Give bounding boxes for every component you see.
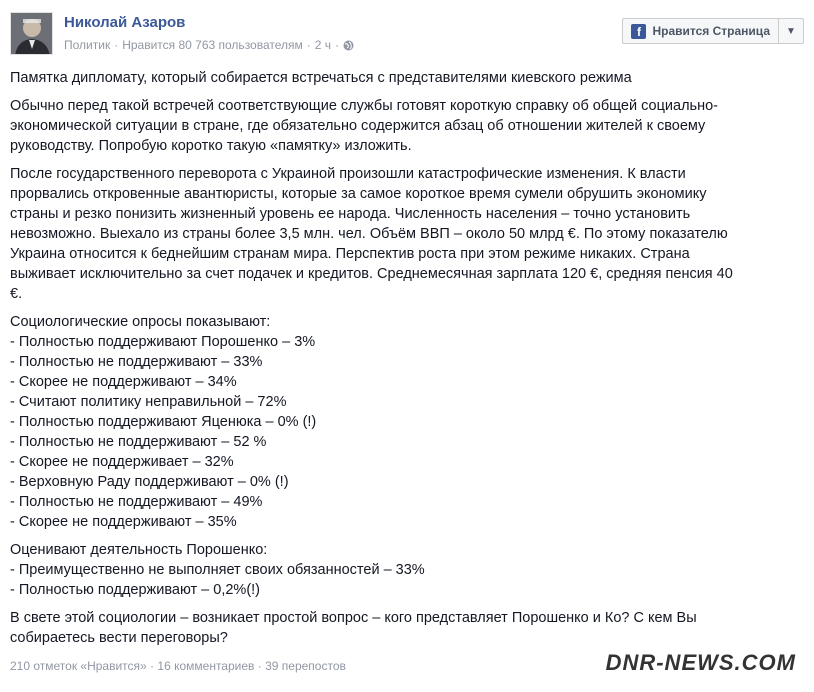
- text-line: собираетесь вести переговоры?: [10, 630, 228, 646]
- assessment-item: - Полностью поддерживают – 0,2%(!): [10, 582, 261, 598]
- text-line: невозможно. Выехало из страны более 3,5 млн. чел. Объём ВВП – около 50 млрд €. По этому показателю: [10, 226, 728, 242]
- separator-dot: ·: [114, 38, 119, 52]
- globe-icon[interactable]: [343, 40, 354, 51]
- assessment-heading: Оценивают деятельность Порошенко:: [10, 542, 268, 558]
- poll-item: - Скорее не поддерживает – 32%: [10, 454, 234, 470]
- text-line: руководству. Попробую коротко такую «памятку» изложить.: [10, 138, 412, 154]
- poll-item: - Полностью поддерживают Яценюка – 0% (!): [10, 414, 317, 430]
- like-page-button[interactable]: [622, 18, 804, 44]
- post-title: Памятка дипломату, который собирается встречаться с представителями киевского режима: [10, 70, 632, 86]
- author-name[interactable]: Николай Азаров: [64, 14, 186, 31]
- author-avatar[interactable]: [10, 12, 53, 55]
- assessment-item: - Преимущественно не выполняет своих обязанностей – 33%: [10, 562, 425, 578]
- assessment-list: [10, 540, 800, 600]
- site-watermark: DNR-NEWS.COM: [605, 650, 796, 675]
- poll-item: - Скорее не поддерживают – 35%: [10, 514, 237, 530]
- poll-list: [10, 312, 800, 532]
- poll-item: - Полностью не поддерживают – 52 %: [10, 434, 267, 450]
- post-body: [10, 68, 800, 656]
- post-intro: [10, 96, 800, 156]
- separator-dot: ·: [306, 38, 311, 52]
- chevron-down-icon[interactable]: ▼: [786, 25, 796, 37]
- post-time[interactable]: 2 ч: [314, 38, 332, 52]
- separator-dot: ·: [257, 659, 266, 673]
- post-footer: [10, 659, 346, 673]
- text-line: экономической ситуации в стране, где обязательно содержится абзац об отношении жителей к своему: [10, 118, 706, 134]
- poll-item: - Скорее не поддерживают – 34%: [10, 374, 237, 390]
- post-closing: [10, 608, 800, 648]
- poll-item: - Считают политику неправильной – 72%: [10, 394, 287, 410]
- like-page-main[interactable]: [623, 19, 779, 43]
- author-role: Политик: [64, 38, 111, 52]
- poll-item: - Полностью поддерживают Порошенко – 3%: [10, 334, 316, 350]
- page-likes-count[interactable]: Нравится 80 763 пользователям: [122, 38, 303, 52]
- post-paragraph: [10, 164, 800, 304]
- poll-item: - Верховную Раду поддерживают – 0% (!): [10, 474, 289, 490]
- shares-count-link[interactable]: 39 перепостов: [265, 659, 346, 673]
- text-line: страны и резко понизить жизненный уровень ее народа. Численность населения – точно установить: [10, 206, 691, 222]
- text-line: Украина относится к беднейшим странам мира. Перспектив роста при этом режиме никаких. Страна: [10, 246, 690, 262]
- text-line: прорвались откровенные авантюристы, которые за самое короткое время сумели обрушить экономику: [10, 186, 707, 202]
- comments-count-link[interactable]: 16 комментариев: [157, 659, 255, 673]
- text-line: После государственного переворота с Украиной произошли катастрофические изменения. К власти: [10, 166, 686, 182]
- text-line: €.: [10, 286, 23, 302]
- poll-heading: Социологические опросы показывают:: [10, 314, 271, 330]
- text-line: выживает исключительно за счет подачек и кредитов. Среднемесячная зарплата 120 €, средняя пенсия 40: [10, 266, 733, 282]
- text-line: В свете этой социологии – возникает простой вопрос – кого представляет Порошенко и Ко? С кем Вы: [10, 610, 697, 626]
- post-meta: [64, 38, 354, 52]
- post-header: [10, 12, 804, 62]
- separator-dot: ·: [150, 659, 158, 673]
- poll-item: - Полностью не поддерживают – 49%: [10, 494, 263, 510]
- likes-count-link[interactable]: 210 отметок «Нравится»: [10, 659, 147, 673]
- poll-item: - Полностью не поддерживают – 33%: [10, 354, 263, 370]
- text-line: Обычно перед такой встречей соответствующие службы готовят короткую справку об общей социально-: [10, 98, 718, 114]
- like-page-label: Нравится Страница: [652, 24, 770, 38]
- facebook-icon: f: [631, 24, 646, 39]
- separator-dot: ·: [335, 38, 340, 52]
